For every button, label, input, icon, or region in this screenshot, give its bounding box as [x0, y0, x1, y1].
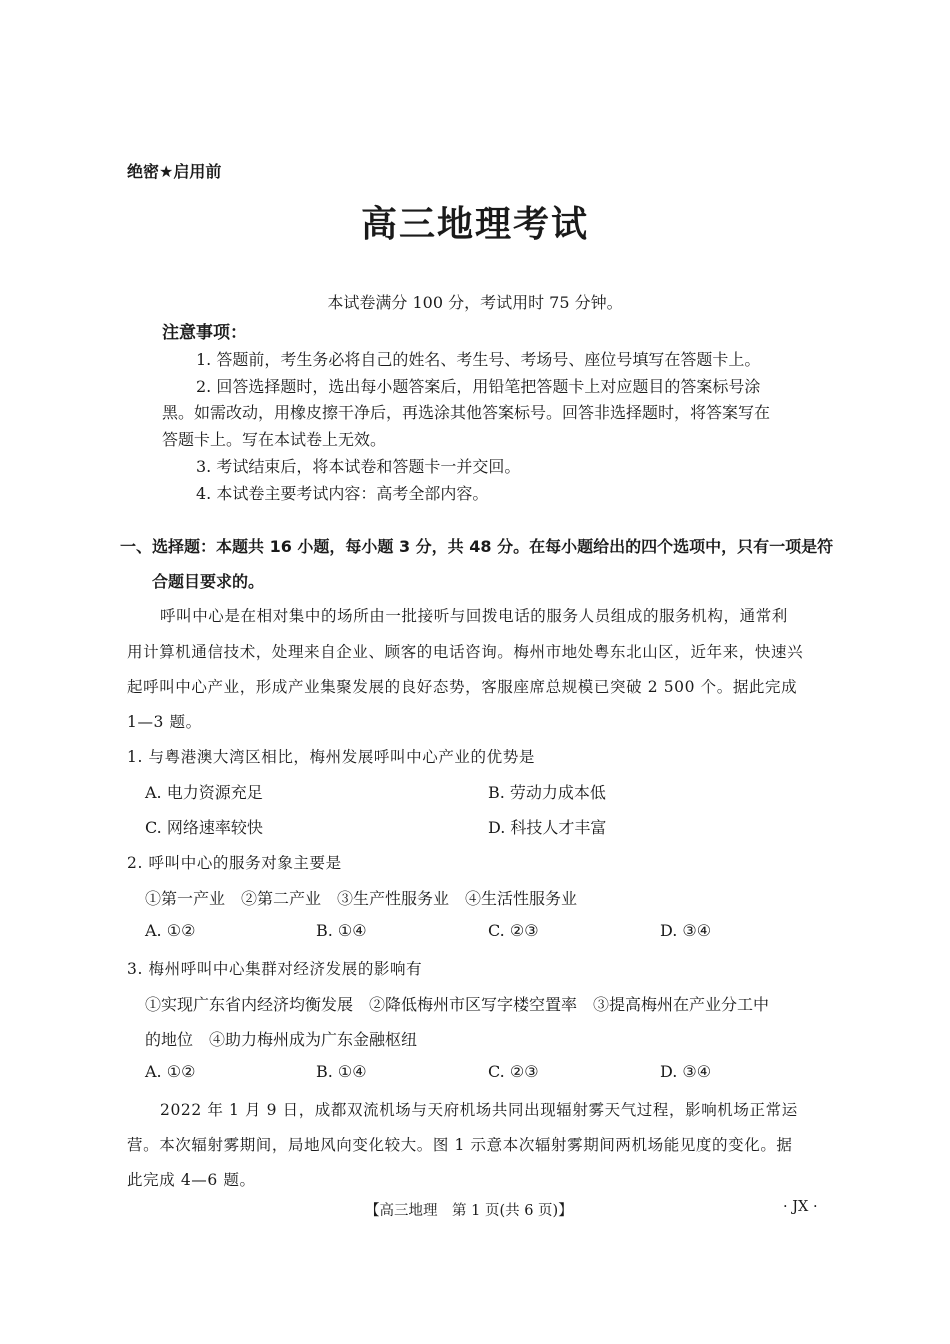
choice-list-cont: 的地位 ④助力梅州成为广东金融枢纽 — [145, 1030, 418, 1049]
passage-line: 起呼叫中心产业，形成产业集聚发展的良好态势，客服座席总规模已突破 2 500 个。据此完成 — [127, 678, 798, 696]
option-b: B. ①④ — [316, 921, 367, 940]
passage-line: 营。本次辐射雾期间，局地风向变化较大。图 1 示意本次辐射雾期间两机场能见度的变化。据 — [127, 1136, 793, 1154]
passage-line: 呼叫中心是在相对集中的场所由一批接听与回拨电话的服务人员组成的服务机构，通常利 — [160, 607, 788, 625]
notice-item: 4. 本试卷主要考试内容：高考全部内容。 — [196, 484, 489, 503]
notice-item: 黑。如需改动，用橡皮擦干净后，再选涂其他答案标号。回答非选择题时，将答案写在 — [162, 403, 771, 422]
notice-item: 1. 答题前，考生务必将自己的姓名、考生号、考场号、座位号填写在答题卡上。 — [196, 350, 761, 369]
section-heading-cont: 合题目要求的。 — [152, 572, 265, 591]
option-d: D. ③④ — [660, 1062, 712, 1081]
passage-line: 用计算机通信技术，处理来自企业、顾客的电话咨询。梅州市地处粤东北山区，近年来，快速兴 — [127, 643, 804, 661]
option-b: B. ①④ — [316, 1062, 367, 1081]
confidential-label: 绝密★启用前 — [127, 162, 222, 181]
exam-subtitle: 本试卷满分 100 分，考试用时 75 分钟。 — [327, 293, 623, 312]
passage-line: 2022 年 1 月 9 日，成都双流机场与天府机场共同出现辐射雾天气过程，影响机场正常运 — [160, 1101, 798, 1119]
choice-list: ①第一产业 ②第二产业 ③生产性服务业 ④生活性服务业 — [145, 889, 578, 908]
question-stem: 1. 与粤港澳大湾区相比，梅州发展呼叫中心产业的优势是 — [127, 748, 535, 766]
option-d: D. ③④ — [660, 921, 712, 940]
question-stem: 2. 呼叫中心的服务对象主要是 — [127, 854, 342, 872]
option-a: A. ①② — [145, 921, 196, 940]
option-d: D. 科技人才丰富 — [488, 818, 607, 837]
notice-heading: 注意事项： — [162, 323, 247, 343]
page-footer: 【高三地理 第 1 页(共 6 页)】 — [365, 1203, 573, 1219]
choice-list: ①实现广东省内经济均衡发展 ②降低梅州市区写字楼空置率 ③提高梅州在产业分工中 — [145, 995, 770, 1014]
notice-item: 答题卡上。写在本试卷上无效。 — [162, 430, 387, 449]
section-heading: 一、选择题：本题共 16 小题，每小题 3 分，共 48 分。在每小题给出的四个选项中，只有一项是符 — [120, 537, 834, 556]
notice-item: 3. 考试结束后，将本试卷和答题卡一并交回。 — [196, 457, 521, 476]
exam-title: 高三地理考试 — [360, 204, 589, 245]
passage-line: 此完成 4—6 题。 — [127, 1171, 256, 1189]
option-a: A. ①② — [145, 1062, 196, 1081]
option-c: C. 网络速率较快 — [145, 818, 263, 837]
passage-line: 1—3 题。 — [127, 713, 202, 731]
option-b: B. 劳动力成本低 — [488, 783, 606, 802]
option-c: C. ②③ — [488, 921, 539, 940]
notice-item: 2. 回答选择题时，选出每小题答案后，用铅笔把答题卡上对应题目的答案标号涂 — [196, 377, 761, 396]
option-a: A. 电力资源充足 — [145, 783, 263, 802]
option-c: C. ②③ — [488, 1062, 539, 1081]
page-code: · JX · — [783, 1199, 818, 1215]
question-stem: 3. 梅州呼叫中心集群对经济发展的影响有 — [127, 960, 423, 978]
